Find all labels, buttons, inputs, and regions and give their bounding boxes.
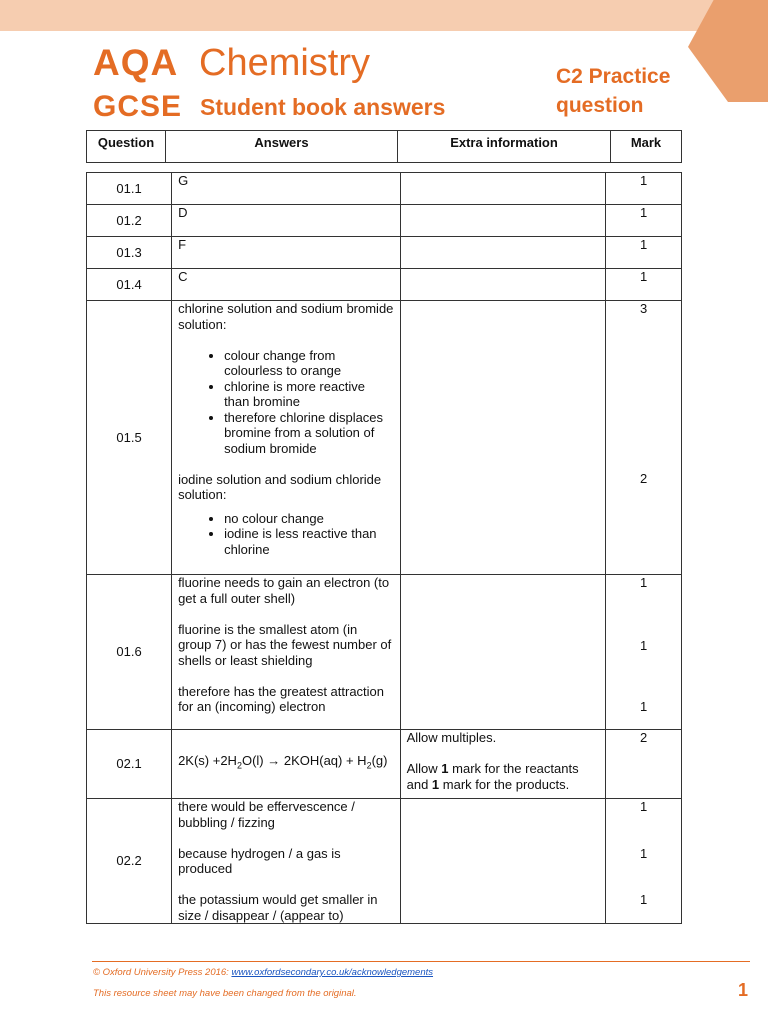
answer-text: chlorine solution and sodium bromide solution: (178, 301, 394, 332)
mark-cell (606, 799, 682, 924)
answer-text: because hydrogen / a gas is produced (178, 845, 341, 876)
question-number: 01.3 (87, 237, 172, 269)
answer-text: there would be effervescence / bubbling / fizzing (178, 799, 355, 830)
mark-value: 1 (639, 575, 648, 590)
logo-chemistry: Chemistry (199, 42, 371, 84)
page-title-line2: question (556, 94, 644, 117)
mark-value: 1 (639, 799, 648, 814)
answer-text: fluorine needs to gain an electron (to get a full outer shell) (178, 575, 390, 606)
extra-info-cell (400, 237, 606, 269)
answer-cell (172, 301, 401, 575)
table-row (87, 269, 682, 301)
acknowledgements-link[interactable]: www.oxfordsecondary.co.uk/acknowledgements (231, 967, 434, 978)
extra-info-cell (400, 173, 606, 205)
question-number: 01.2 (87, 205, 172, 237)
mark-value: 2 (639, 470, 648, 486)
question-number: 02.2 (87, 799, 172, 924)
col-header-extra-information: Extra information (398, 131, 611, 163)
table-row (87, 575, 682, 730)
question-number: 01.4 (87, 269, 172, 301)
equation-part: (g) (371, 753, 388, 769)
extra-info-text: Allow multiples. (406, 730, 497, 745)
list-item: • chlorine is more reactive than bromine (224, 379, 394, 410)
extra-info-cell (400, 799, 606, 924)
footer-divider (92, 961, 750, 962)
extra-info-cell (400, 730, 606, 799)
table-row (87, 173, 682, 205)
list-item: • colour change from colourless to orange (224, 348, 394, 379)
equation-part: 2K(s) +2H (178, 753, 237, 769)
question-number: 01.6 (87, 575, 172, 730)
mark-cell (606, 301, 682, 575)
mark-cell: 2 (606, 730, 682, 799)
subscript: 2 (236, 761, 242, 772)
question-number: 02.1 (87, 730, 172, 799)
page-number: 1 (738, 980, 749, 1000)
extra-info-cell (400, 269, 606, 301)
answer-table (86, 172, 682, 924)
extra-info-cell (400, 301, 606, 575)
copyright-text: © Oxford University Press 2016: (93, 967, 232, 978)
list-item: • iodine is less reactive than chlorine (224, 526, 394, 557)
question-number: 01.1 (87, 173, 172, 205)
col-header-mark: Mark (611, 131, 682, 163)
answer-text: the potassium would get smaller in size / disappear / (appear to) (178, 892, 378, 923)
answer-cell: G (172, 173, 401, 205)
table-row (87, 799, 682, 924)
top-color-band (0, 0, 768, 31)
mark-cell: 1 (606, 269, 682, 301)
mark-value: 3 (639, 301, 648, 316)
answer-cell: C (172, 269, 401, 301)
mark-cell: 1 (606, 237, 682, 269)
answer-cell: F (172, 237, 401, 269)
answer-cell (172, 730, 401, 799)
answer-cell: D (172, 205, 401, 237)
mark-cell: 1 (606, 173, 682, 205)
logo-gcse: GCSE (93, 90, 183, 123)
column-header-table (86, 130, 682, 163)
footer-copyright (93, 967, 433, 978)
subtitle-student-book-answers: Student book answers (200, 94, 446, 120)
bullet-list (178, 348, 394, 457)
answer-text: iodine solution and sodium chloride solution: (178, 471, 382, 502)
page-title-line1: C2 Practice (556, 65, 671, 88)
mark-value: 1 (639, 699, 648, 714)
table-row (87, 301, 682, 575)
footer-note: This resource sheet may have been changed from the original. (93, 988, 357, 999)
col-header-answers: Answers (166, 131, 398, 163)
answer-text: therefore has the greatest attraction for an (incoming) electron (178, 683, 385, 714)
answer-cell (172, 575, 401, 730)
list-item: • therefore chlorine displaces bromine from a solution of sodium bromide (224, 410, 394, 457)
mark-value: 1 (639, 892, 648, 907)
logo-aqa: AQA (93, 42, 179, 83)
mark-value: 1 (639, 637, 648, 653)
equation-part: O(l) → 2KOH(aq) + H (241, 753, 367, 769)
page-title (556, 62, 670, 120)
extra-info-cell (400, 575, 606, 730)
answer-cell (172, 799, 401, 924)
extra-info-cell (400, 205, 606, 237)
list-item: • no colour change (224, 511, 394, 527)
table-row (87, 730, 682, 799)
subscript: 2 (366, 761, 372, 772)
table-row (87, 237, 682, 269)
bullet-list (178, 511, 394, 558)
extra-info-text: Allow 1 mark for the reactants and 1 mark for the products. (406, 761, 579, 792)
mark-cell (606, 575, 682, 730)
mark-value: 1 (639, 845, 648, 861)
col-header-question: Question (87, 131, 166, 163)
mark-cell: 1 (606, 205, 682, 237)
answer-text: fluorine is the smallest atom (in group 7) or has the fewest number of shells or least shielding (178, 621, 392, 668)
table-row (87, 205, 682, 237)
question-number: 01.5 (87, 301, 172, 575)
